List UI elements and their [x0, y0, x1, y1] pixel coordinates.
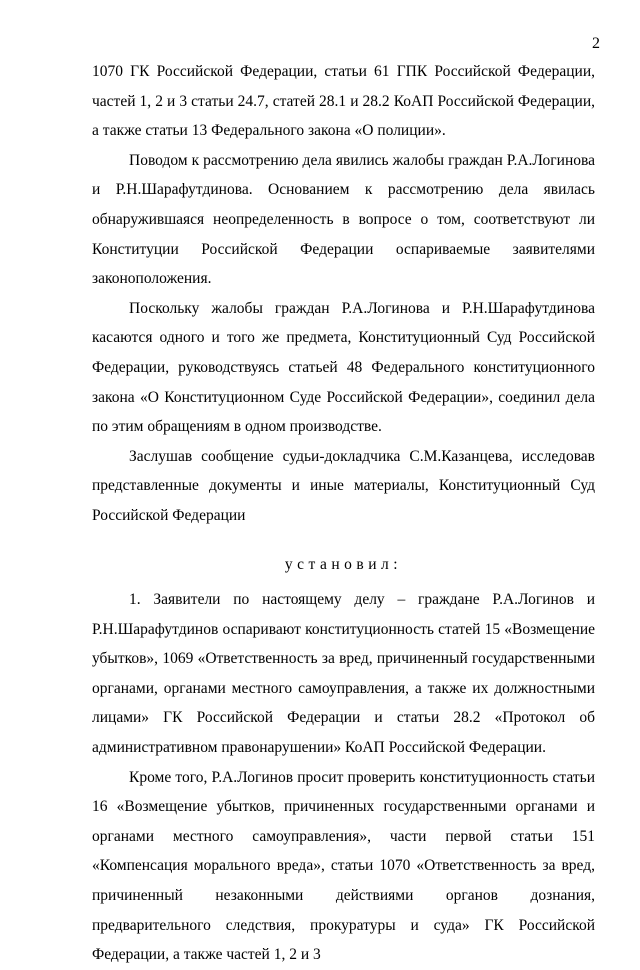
paragraph-joinder: Поскольку жалобы граждан Р.А.Логинова и Р.Н.Шарафутдинова касаются одного и того же предмета, Конституционный Суд Российской Федерации, руководствуясь статьей 48 Федерального конституционного закона «О Конституционном Суде Российской Федерации», соединил дела по этим обращениям в одном производстве.: [92, 299, 595, 436]
paragraph-continuation: 1070 ГК Российской Федерации, статьи 61 ГПК Российской Федерации, частей 1, 2 и 3 статьи 24.7, статей 28.1 и 28.2 КоАП Российской Федерации, а также статьи 13 Федерального закона «О полиции».: [92, 63, 595, 140]
paragraph-grounds: Поводом к рассмотрению дела явились жалобы граждан Р.А.Логинова и Р.Н.Шарафутдинова. Основанием к рассмотрению дела явилась обнаружившаяся неопределенность в вопросе о том, соответствуют ли Конституции Российской Федерации оспариваемые заявителями законоположения.: [92, 151, 595, 288]
paragraph-claim-additional: Кроме того, Р.А.Логинов просит проверить конституционность статьи 16 «Возмещение убытков, причиненных государственными органами и органами местного самоуправления», части первой статьи 151 «Компенсация морального вреда», статьи 1070 «Ответственность за вред, причиненный незаконными действиями органов дознания, предварительного следствия, прокуратуры и суда» ГК Российской Федерации, а также частей 1, 2 и 3: [92, 768, 595, 964]
document-body: [92, 57, 595, 970]
paragraph-claim-1: 1. Заявители по настоящему делу – граждане Р.А.Логинов и Р.Н.Шарафутдинов оспаривают конституционность статей 15 «Возмещение убытков», 1069 «Ответственность за вред, причиненный государственными органами, органами местного самоуправления, а также их должностными лицами» ГК Российской Федерации и статьи 28.2 «Протокол об административном правонарушении» КоАП Российской Федерации.: [92, 591, 595, 757]
paragraph-hearing: Заслушав сообщение судьи-докладчика С.М.Казанцева, исследовав представленные документы и иные материалы, Конституционный Суд Российской Федерации: [92, 447, 595, 524]
page-number: 2: [592, 35, 600, 52]
section-heading: установил:: [284, 555, 403, 573]
